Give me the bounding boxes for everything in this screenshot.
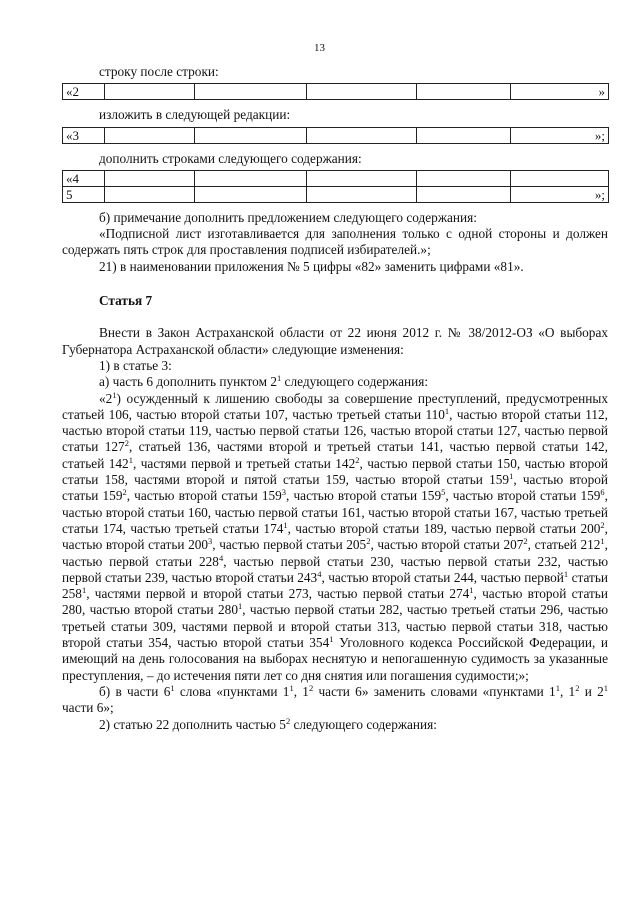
article-heading: Статья 7 <box>99 293 153 309</box>
item-b: б) в части $6^1$ слова «пунктами $1^1$, $1^2$ части 6» заменить словами «пунктами $1^1$, $1^2$ и $2^1$ части 6»; <box>62 682 609 716</box>
note-quote: «Подписной лист изготавливается для заполнения только с одной стороны и должен содержать пять строк для проставления подписей избирателей.»; <box>62 226 608 258</box>
table3-row2-left: 5 <box>63 186 105 202</box>
table1-cell-left: «2 <box>63 84 105 100</box>
label-edit: изложить в следующей редакции: <box>99 107 291 123</box>
table1-cell-right: » <box>511 84 609 100</box>
item-1: 1) в статье 3: <box>99 357 172 373</box>
table3-row2-right: »; <box>511 186 609 202</box>
page-number: 13 <box>314 42 325 54</box>
table2-cell-right: »; <box>511 127 609 143</box>
quoted-point-2-1: «$2^1$) осужденный к лишению свободы за совершение преступлений, предусмотренных статьей 106, частью второй статьи 107, частью третьей статьи $110^1$, частью второй статьи 112, частью второй статьи 119, частью первой статьи 126, частью второй статьи 127, частью первой статьи $127^2$, статьей 136, частями второй и третьей статьи 141, частью первой статьи 142, статьей $142^1$, частями первой и третьей статьи $142^2$, частью первой статьи 150, частью второй статьи 158, частями второй и пятой статьи 159, частью второй статьи $159^1$, частью второй статьи $159^2$, частью второй статьи $159^3$, частью второй статьи $159^5$, частью второй статьи $159^6$, частью второй статьи 160, частью первой статьи 161, частью второй статьи 167, частью третьей статьи 174, частью третьей статьи $174^1$, частью второй статьи 189, частью первой статьи $200^2$, частью второй статьи $200^3$, частью первой статьи $205^2$, частью второй статьи $207^2$, статьей $212^1$, частью первой статьи $228^4$, частью первой статьи 230, частью первой статьи 232, частью первой статьи 239, частью второй статьи $243^4$, частью второй статьи 244, частью первой$^1$ статьи $258^1$, частями первой и второй статьи 273, частью первой статьи $274^1$, частью второй статьи 280, частью второй статьи $280^1$, частью первой статьи 282, частью третьей статьи 296, частью третьей статьи 309, частями первой и второй статьи 313, частью первой статьи 318, частью второй статьи 354, частью второй статьи $354^1$ Уголовного кодекса Российской Федерации, и имеющий на день голосования на выборах неснятую и непогашенную судимость за указанные преступления, – до истечения пяти лет со дня снятия или погашения судимости;»; <box>62 389 609 683</box>
intro-paragraph: Внести в Закон Астраханской области от 22 июня 2012 г. № 38/2012-ОЗ «О выборах Губернатора Астраханской области» следующие изменения: <box>62 325 608 357</box>
label-after-row: строку после строки: <box>99 64 219 79</box>
table-row-3 <box>62 127 609 144</box>
table2-cell-left: «3 <box>63 127 105 143</box>
item-21: 21) в наименовании приложения № 5 цифры «82» заменить цифрами «81». <box>99 258 524 274</box>
note-b: б) примечание дополнить предложением следующего содержания: <box>99 209 477 225</box>
table-row-2 <box>62 83 609 100</box>
table3-row1-left: «4 <box>63 170 105 186</box>
table-rows-4-5 <box>62 170 609 203</box>
item-2: 2) статью 22 дополнить частью $5^2$ следующего содержания: <box>99 715 437 732</box>
document-body <box>62 64 608 733</box>
label-add-rows: дополнить строками следующего содержания: <box>99 150 362 166</box>
item-a: а) часть 6 дополнить пунктом $2^1$ следующего содержания: <box>99 373 429 390</box>
